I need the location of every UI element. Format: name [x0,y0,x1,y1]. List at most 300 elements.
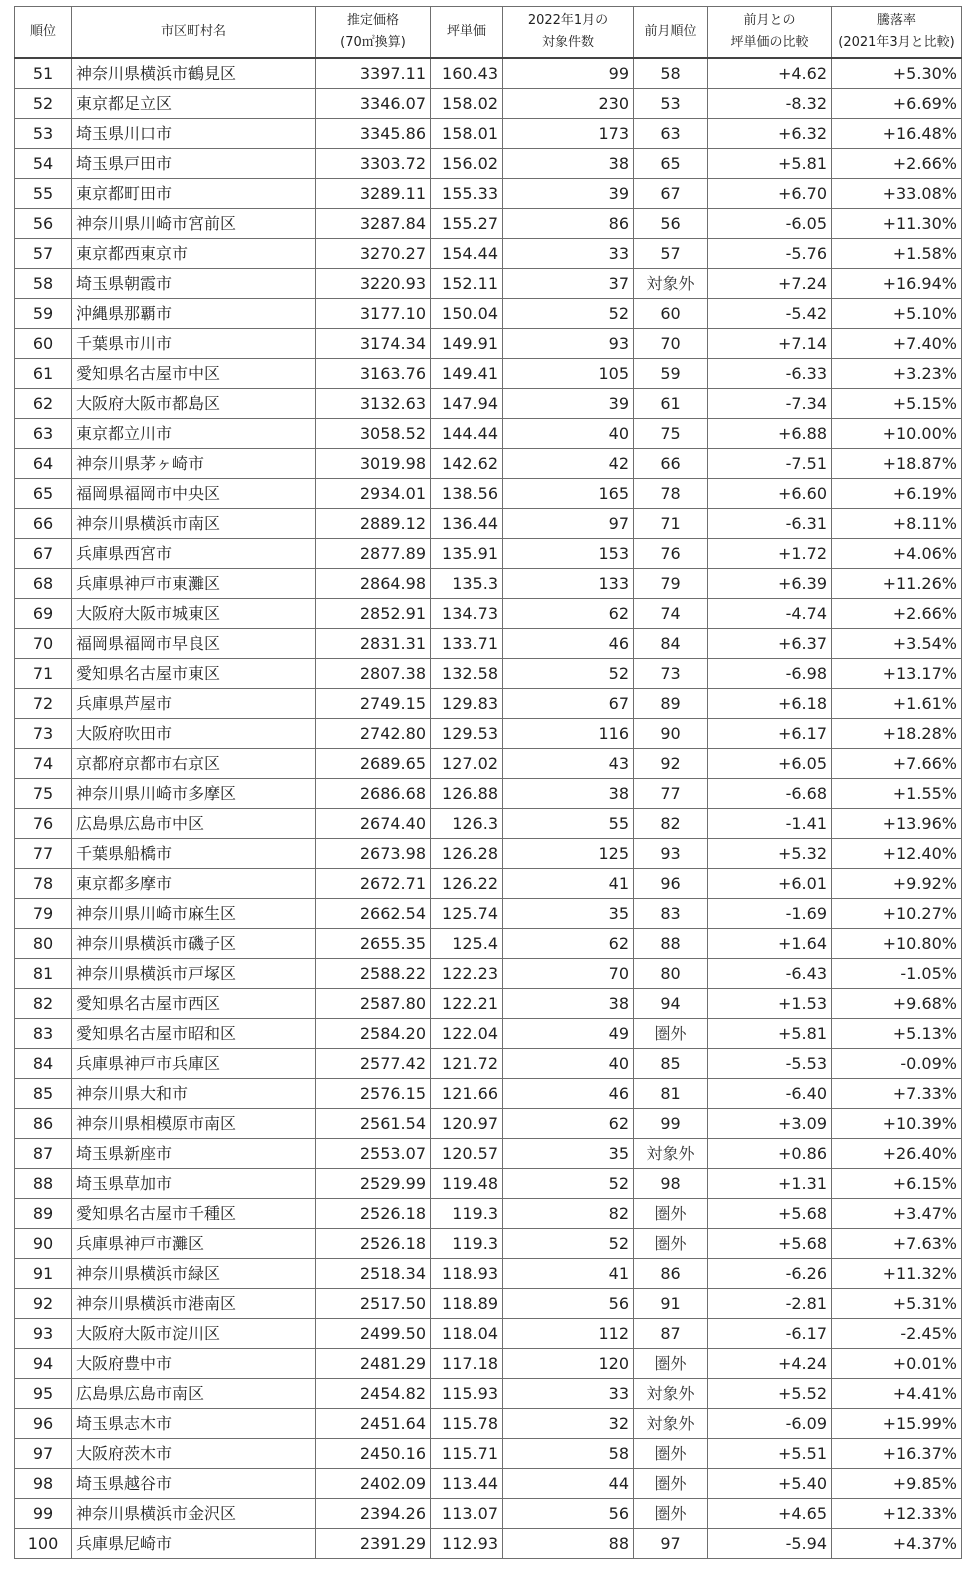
cell-price: 3132.63 [316,389,431,419]
cell-name: 大阪府大阪市城東区 [72,599,316,629]
cell-prev-rank: 89 [634,689,708,719]
cell-count: 58 [503,1439,634,1469]
table-row [15,1169,962,1199]
header-price-line1: 推定価格 [346,13,399,28]
cell-count: 56 [503,1289,634,1319]
cell-rank: 79 [15,899,72,929]
cell-price: 2576.15 [316,1079,431,1109]
table-row [15,749,962,779]
cell-tsubo: 120.97 [431,1109,503,1139]
cell-diff: +5.32 [708,839,832,869]
table-row [15,1439,962,1469]
cell-tsubo: 126.88 [431,779,503,809]
cell-diff: +5.81 [708,149,832,179]
cell-diff: +5.40 [708,1469,832,1499]
cell-diff: +1.31 [708,1169,832,1199]
cell-rank: 70 [15,629,72,659]
table-row [15,809,962,839]
cell-change: +6.19% [832,479,962,509]
cell-name: 兵庫県芦屋市 [72,689,316,719]
cell-tsubo: 118.93 [431,1259,503,1289]
cell-price: 2889.12 [316,509,431,539]
cell-diff: -6.17 [708,1319,832,1349]
cell-diff: +7.14 [708,329,832,359]
cell-count: 40 [503,1049,634,1079]
cell-prev-rank: 圏外 [634,1199,708,1229]
cell-tsubo: 126.28 [431,839,503,869]
cell-diff: -6.98 [708,659,832,689]
cell-tsubo: 117.18 [431,1349,503,1379]
cell-name: 埼玉県新座市 [72,1139,316,1169]
cell-price: 2686.68 [316,779,431,809]
cell-price: 2662.54 [316,899,431,929]
cell-tsubo: 121.66 [431,1079,503,1109]
cell-diff: +5.51 [708,1439,832,1469]
table-row [15,509,962,539]
cell-change: +11.26% [832,569,962,599]
cell-name: 大阪府吹田市 [72,719,316,749]
cell-name: 埼玉県戸田市 [72,149,316,179]
cell-change: +5.13% [832,1019,962,1049]
cell-tsubo: 115.71 [431,1439,503,1469]
table-body [15,58,962,1559]
table-header [15,7,962,59]
cell-price: 3177.10 [316,299,431,329]
cell-diff: +6.18 [708,689,832,719]
table-row [15,929,962,959]
cell-count: 40 [503,419,634,449]
cell-change: +3.47% [832,1199,962,1229]
cell-price: 2518.34 [316,1259,431,1289]
cell-price: 2526.18 [316,1199,431,1229]
cell-change: +7.66% [832,749,962,779]
cell-change: +12.33% [832,1499,962,1529]
cell-name: 神奈川県川崎市宮前区 [72,209,316,239]
cell-prev-rank: 90 [634,719,708,749]
cell-rank: 85 [15,1079,72,1109]
cell-count: 38 [503,989,634,1019]
cell-count: 62 [503,929,634,959]
header-diff [708,7,832,59]
cell-count: 88 [503,1529,634,1559]
cell-diff: -6.43 [708,959,832,989]
cell-price: 3174.34 [316,329,431,359]
cell-tsubo: 129.53 [431,719,503,749]
cell-change: +1.58% [832,239,962,269]
cell-diff: +5.81 [708,1019,832,1049]
cell-tsubo: 115.93 [431,1379,503,1409]
cell-name: 神奈川県川崎市多摩区 [72,779,316,809]
cell-prev-rank: 65 [634,149,708,179]
cell-prev-rank: 88 [634,929,708,959]
cell-rank: 89 [15,1199,72,1229]
cell-diff: +1.64 [708,929,832,959]
cell-count: 99 [503,58,634,89]
cell-price: 2749.15 [316,689,431,719]
table-row [15,329,962,359]
cell-tsubo: 152.11 [431,269,503,299]
cell-prev-rank: 85 [634,1049,708,1079]
cell-tsubo: 158.02 [431,89,503,119]
cell-count: 39 [503,389,634,419]
cell-prev-rank: 59 [634,359,708,389]
table-row [15,179,962,209]
cell-name: 広島県広島市南区 [72,1379,316,1409]
cell-tsubo: 113.44 [431,1469,503,1499]
header-change [832,7,962,59]
cell-rank: 51 [15,58,72,89]
table-row [15,1019,962,1049]
cell-prev-rank: 76 [634,539,708,569]
cell-name: 東京都町田市 [72,179,316,209]
cell-count: 33 [503,239,634,269]
cell-price: 2526.18 [316,1229,431,1259]
cell-prev-rank: 91 [634,1289,708,1319]
cell-price: 2584.20 [316,1019,431,1049]
cell-tsubo: 150.04 [431,299,503,329]
cell-change: +1.61% [832,689,962,719]
cell-change: +16.48% [832,119,962,149]
cell-change: +0.01% [832,1349,962,1379]
cell-name: 福岡県福岡市早良区 [72,629,316,659]
cell-count: 70 [503,959,634,989]
cell-change: +16.94% [832,269,962,299]
cell-rank: 94 [15,1349,72,1379]
cell-rank: 84 [15,1049,72,1079]
cell-diff: +6.05 [708,749,832,779]
cell-prev-rank: 79 [634,569,708,599]
cell-tsubo: 126.3 [431,809,503,839]
cell-diff: +3.09 [708,1109,832,1139]
cell-prev-rank: 70 [634,329,708,359]
table-row [15,149,962,179]
cell-diff: -5.42 [708,299,832,329]
cell-rank: 92 [15,1289,72,1319]
cell-prev-rank: 97 [634,1529,708,1559]
table-row [15,869,962,899]
cell-prev-rank: 80 [634,959,708,989]
cell-name: 神奈川県茅ヶ崎市 [72,449,316,479]
cell-price: 2454.82 [316,1379,431,1409]
table-row [15,1289,962,1319]
cell-change: +4.37% [832,1529,962,1559]
cell-count: 44 [503,1469,634,1499]
cell-rank: 65 [15,479,72,509]
cell-tsubo: 119.3 [431,1199,503,1229]
header-tsubo [431,7,503,59]
cell-tsubo: 134.73 [431,599,503,629]
cell-rank: 67 [15,539,72,569]
cell-prev-rank: 圏外 [634,1439,708,1469]
cell-count: 93 [503,329,634,359]
cell-prev-rank: 96 [634,869,708,899]
cell-diff: +6.60 [708,479,832,509]
cell-count: 120 [503,1349,634,1379]
cell-tsubo: 156.02 [431,149,503,179]
cell-change: -1.05% [832,959,962,989]
cell-prev-rank: 93 [634,839,708,869]
cell-diff: +6.32 [708,119,832,149]
cell-tsubo: 121.72 [431,1049,503,1079]
cell-diff: -1.41 [708,809,832,839]
cell-change: +7.63% [832,1229,962,1259]
cell-diff: -2.81 [708,1289,832,1319]
table-row [15,839,962,869]
cell-change: +15.99% [832,1409,962,1439]
cell-name: 東京都多摩市 [72,869,316,899]
cell-tsubo: 142.62 [431,449,503,479]
cell-tsubo: 119.48 [431,1169,503,1199]
cell-rank: 87 [15,1139,72,1169]
cell-prev-rank: 57 [634,239,708,269]
cell-name: 埼玉県越谷市 [72,1469,316,1499]
cell-price: 3270.27 [316,239,431,269]
cell-count: 33 [503,1379,634,1409]
cell-prev-rank: 67 [634,179,708,209]
table-row [15,89,962,119]
cell-change: +6.15% [832,1169,962,1199]
cell-prev-rank: 82 [634,809,708,839]
cell-prev-rank: 66 [634,449,708,479]
cell-change: +13.17% [832,659,962,689]
cell-change: +9.68% [832,989,962,1019]
cell-count: 55 [503,809,634,839]
cell-tsubo: 126.22 [431,869,503,899]
cell-price: 2673.98 [316,839,431,869]
header-count-line1: 2022年1月の [527,13,609,28]
cell-tsubo: 113.07 [431,1499,503,1529]
cell-change: +11.30% [832,209,962,239]
cell-diff: +5.68 [708,1229,832,1259]
cell-tsubo: 147.94 [431,389,503,419]
cell-price: 2481.29 [316,1349,431,1379]
header-prev-rank [634,7,708,59]
cell-count: 105 [503,359,634,389]
cell-diff: -1.69 [708,899,832,929]
cell-prev-rank: 圏外 [634,1469,708,1499]
cell-count: 116 [503,719,634,749]
cell-name: 福岡県福岡市中央区 [72,479,316,509]
cell-name: 千葉県船橋市 [72,839,316,869]
cell-diff: +4.24 [708,1349,832,1379]
cell-change: +10.00% [832,419,962,449]
table-row [15,779,962,809]
table-row [15,58,962,89]
header-row [15,7,962,59]
cell-tsubo: 149.91 [431,329,503,359]
table-row [15,239,962,269]
cell-name: 神奈川県横浜市金沢区 [72,1499,316,1529]
cell-name: 神奈川県相模原市南区 [72,1109,316,1139]
cell-count: 56 [503,1499,634,1529]
cell-diff: -6.26 [708,1259,832,1289]
cell-change: +26.40% [832,1139,962,1169]
header-name-label: 市区町村名 [160,24,226,39]
cell-change: +13.96% [832,809,962,839]
cell-tsubo: 155.33 [431,179,503,209]
cell-rank: 88 [15,1169,72,1199]
cell-price: 2807.38 [316,659,431,689]
cell-name: 神奈川県横浜市戸塚区 [72,959,316,989]
cell-prev-rank: 84 [634,629,708,659]
cell-price: 2831.31 [316,629,431,659]
cell-change: +18.28% [832,719,962,749]
table-row [15,1499,962,1529]
cell-name: 愛知県名古屋市中区 [72,359,316,389]
cell-diff: +5.52 [708,1379,832,1409]
cell-count: 35 [503,1139,634,1169]
cell-tsubo: 144.44 [431,419,503,449]
cell-count: 165 [503,479,634,509]
table-row [15,569,962,599]
table-row [15,299,962,329]
cell-tsubo: 135.3 [431,569,503,599]
cell-prev-rank: 86 [634,1259,708,1289]
cell-price: 2588.22 [316,959,431,989]
cell-tsubo: 154.44 [431,239,503,269]
cell-prev-rank: 圏外 [634,1229,708,1259]
cell-prev-rank: 60 [634,299,708,329]
cell-diff: +6.37 [708,629,832,659]
cell-prev-rank: 77 [634,779,708,809]
cell-change: +4.06% [832,539,962,569]
header-prev-rank-label: 前月順位 [644,24,697,39]
table-row [15,1469,962,1499]
table-row [15,959,962,989]
cell-change: +5.30% [832,58,962,89]
cell-name: 神奈川県横浜市鶴見区 [72,58,316,89]
cell-diff: -5.53 [708,1049,832,1079]
cell-rank: 59 [15,299,72,329]
header-price [316,7,431,59]
cell-price: 2391.29 [316,1529,431,1559]
cell-rank: 55 [15,179,72,209]
cell-price: 2561.54 [316,1109,431,1139]
cell-rank: 97 [15,1439,72,1469]
cell-count: 82 [503,1199,634,1229]
cell-prev-rank: 56 [634,209,708,239]
cell-price: 2689.65 [316,749,431,779]
cell-rank: 95 [15,1379,72,1409]
cell-change: +6.69% [832,89,962,119]
cell-count: 49 [503,1019,634,1049]
cell-price: 2852.91 [316,599,431,629]
cell-tsubo: 118.89 [431,1289,503,1319]
cell-rank: 90 [15,1229,72,1259]
table-row [15,1529,962,1559]
cell-prev-rank: 94 [634,989,708,1019]
cell-name: 神奈川県大和市 [72,1079,316,1109]
cell-tsubo: 122.04 [431,1019,503,1049]
cell-rank: 80 [15,929,72,959]
cell-price: 3289.11 [316,179,431,209]
table-row [15,599,962,629]
cell-price: 3346.07 [316,89,431,119]
cell-name: 神奈川県横浜市港南区 [72,1289,316,1319]
cell-change: +10.27% [832,899,962,929]
cell-diff: -4.74 [708,599,832,629]
cell-change: +1.55% [832,779,962,809]
cell-rank: 100 [15,1529,72,1559]
cell-price: 2934.01 [316,479,431,509]
cell-rank: 58 [15,269,72,299]
cell-diff: +6.39 [708,569,832,599]
table-row [15,359,962,389]
cell-name: 埼玉県川口市 [72,119,316,149]
cell-change: -2.45% [832,1319,962,1349]
cell-rank: 86 [15,1109,72,1139]
table-row [15,1079,962,1109]
cell-price: 2553.07 [316,1139,431,1169]
cell-rank: 52 [15,89,72,119]
cell-price: 3345.86 [316,119,431,149]
cell-price: 3019.98 [316,449,431,479]
table-row [15,1229,962,1259]
cell-count: 62 [503,1109,634,1139]
cell-rank: 81 [15,959,72,989]
cell-change: +3.23% [832,359,962,389]
cell-change: +2.66% [832,149,962,179]
cell-name: 神奈川県横浜市緑区 [72,1259,316,1289]
cell-prev-rank: 圏外 [634,1499,708,1529]
cell-price: 2451.64 [316,1409,431,1439]
table-row [15,209,962,239]
cell-name: 埼玉県草加市 [72,1169,316,1199]
cell-rank: 77 [15,839,72,869]
header-count-line2: 対象件数 [541,35,594,50]
header-count [503,7,634,59]
cell-prev-rank: 対象外 [634,1409,708,1439]
cell-count: 52 [503,299,634,329]
cell-diff: -6.40 [708,1079,832,1109]
cell-count: 39 [503,179,634,209]
table-row [15,1049,962,1079]
header-tsubo-label: 坪単価 [446,24,486,39]
cell-diff: +1.72 [708,539,832,569]
cell-tsubo: 118.04 [431,1319,503,1349]
cell-name: 兵庫県神戸市兵庫区 [72,1049,316,1079]
header-diff-line1: 前月との [743,13,796,28]
cell-count: 52 [503,1169,634,1199]
cell-tsubo: 125.4 [431,929,503,959]
cell-change: +9.92% [832,869,962,899]
cell-rank: 83 [15,1019,72,1049]
cell-diff: -6.05 [708,209,832,239]
cell-rank: 56 [15,209,72,239]
cell-name: 京都府京都市右京区 [72,749,316,779]
cell-rank: 91 [15,1259,72,1289]
cell-tsubo: 136.44 [431,509,503,539]
cell-count: 41 [503,1259,634,1289]
cell-count: 42 [503,449,634,479]
cell-count: 62 [503,599,634,629]
cell-prev-rank: 61 [634,389,708,419]
cell-rank: 71 [15,659,72,689]
cell-price: 3058.52 [316,419,431,449]
table-row [15,1409,962,1439]
table-row [15,1349,962,1379]
cell-prev-rank: 対象外 [634,269,708,299]
cell-prev-rank: 75 [634,419,708,449]
cell-diff: +6.17 [708,719,832,749]
cell-price: 2529.99 [316,1169,431,1199]
header-rank-label: 順位 [29,24,56,39]
cell-name: 兵庫県西宮市 [72,539,316,569]
cell-price: 2402.09 [316,1469,431,1499]
table-row [15,419,962,449]
cell-rank: 54 [15,149,72,179]
cell-price: 2655.35 [316,929,431,959]
